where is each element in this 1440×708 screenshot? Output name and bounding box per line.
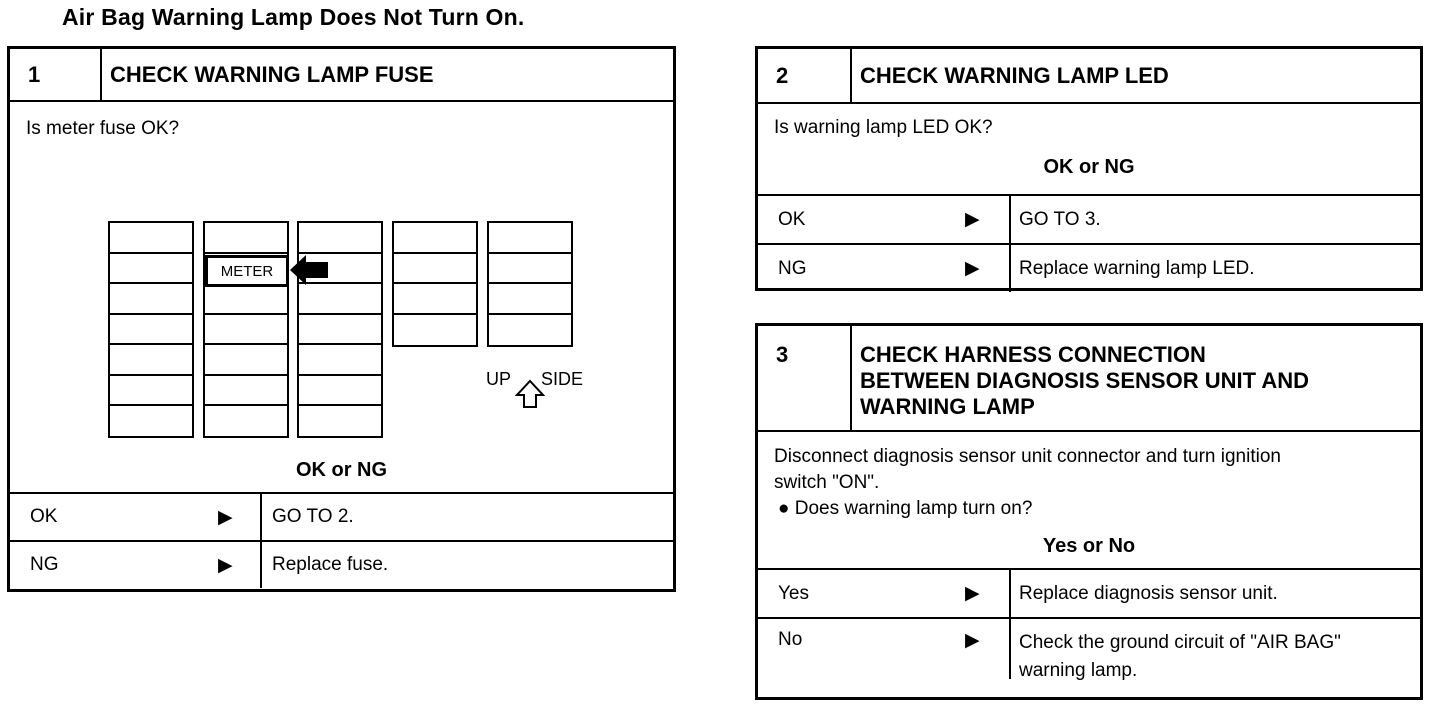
orientation-up-label: UP [486, 369, 512, 389]
action-text: Replace warning lamp LED. [1019, 257, 1255, 279]
step-1-question: Is meter fuse OK? [26, 118, 180, 139]
step-2-question: Is warning lamp LED OK? [774, 117, 993, 138]
answer-no: No [778, 629, 803, 650]
action-line: Check the ground circuit of "AIR BAG" [1019, 632, 1341, 653]
orientation-side-label: SIDE [541, 369, 584, 389]
fuse-column-5 [487, 221, 573, 347]
step-1-title: CHECK WARNING LAMP FUSE [110, 61, 434, 87]
step-3-box [755, 323, 1423, 700]
step-3-title-line: BETWEEN DIAGNOSIS SENSOR UNIT AND [860, 368, 1309, 393]
arrow-right-icon: ▶ [218, 554, 233, 576]
meter-fuse-label: METER [205, 255, 289, 287]
step-2-header [758, 49, 1420, 104]
arrow-right-icon: ▶ [218, 506, 233, 528]
answer-ng: NG [778, 257, 807, 279]
action-text [1011, 619, 1341, 685]
arrow-right-icon: ▶ [965, 583, 980, 604]
step-1-number: 1 [10, 49, 102, 100]
action-text: GO TO 3. [1019, 208, 1101, 230]
step-3-title [852, 326, 1420, 420]
table-row [758, 617, 1420, 679]
fuse-column-4 [392, 221, 478, 347]
step-1-result-header: OK or NG [295, 459, 388, 481]
up-arrow-icon [515, 379, 545, 409]
step-3-title-line: WARNING LAMP [860, 394, 1035, 419]
arrow-right-icon: ▶ [965, 209, 980, 230]
action-text: Replace diagnosis sensor unit. [1019, 582, 1278, 604]
action-line: warning lamp. [1019, 660, 1138, 681]
answer-yes: Yes [778, 582, 809, 604]
step-3-bullet: ● Does warning lamp turn on? [778, 498, 1033, 519]
answer-ok: OK [778, 208, 806, 230]
page-title: Air Bag Warning Lamp Does Not Turn On. [62, 4, 525, 30]
arrow-right-icon: ▶ [965, 630, 980, 651]
step-3-header [758, 326, 1420, 432]
step-1-header [10, 49, 673, 102]
action-text: GO TO 2. [272, 506, 354, 527]
step-3-question-line: switch "ON". [774, 472, 880, 493]
step-1-box [7, 46, 676, 592]
table-row [10, 540, 673, 588]
fuse-column-2 [203, 221, 289, 438]
step-2-number: 2 [758, 49, 852, 102]
fuse-column-1 [108, 221, 194, 438]
answer-ng: NG [30, 554, 59, 575]
step-3-question [758, 432, 1420, 522]
step-2-title: CHECK WARNING LAMP LED [860, 62, 1169, 88]
step-3-result-header: Yes or No [1042, 535, 1136, 557]
table-row [758, 243, 1420, 292]
step-1-result-table [10, 492, 673, 588]
answer-ok: OK [30, 506, 58, 527]
step-2-box [755, 46, 1423, 291]
step-3-title-line: CHECK HARNESS CONNECTION [860, 342, 1206, 367]
pointer-arrow-icon [290, 253, 330, 287]
step-3-question-line: Disconnect diagnosis sensor unit connector and turn ignition [774, 446, 1281, 467]
step-2-result-header: OK or NG [1043, 156, 1135, 178]
step-3-number: 3 [758, 326, 852, 430]
arrow-right-icon: ▶ [965, 258, 980, 279]
table-row [758, 194, 1420, 243]
table-row [758, 568, 1420, 617]
table-row [10, 492, 673, 540]
action-text: Replace fuse. [272, 554, 389, 575]
